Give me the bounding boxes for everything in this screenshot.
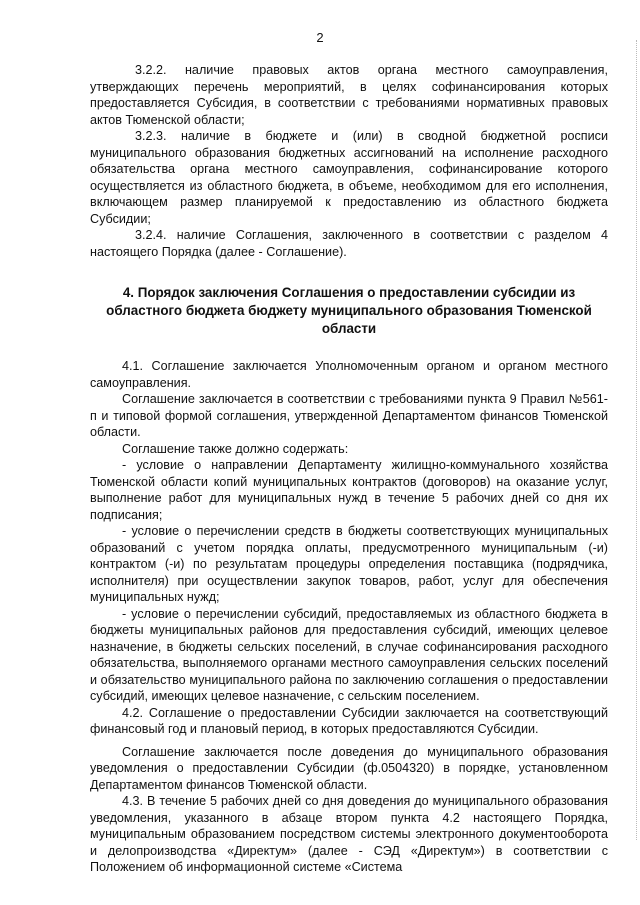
- paragraph-3-2-3: 3.2.3. наличие в бюджете и (или) в сводной бюджетной росписи муниципального образования бюджетных ассигнований на исполнение расходного обязательства органа местного самоуправления, софинансирование которого осуществляется из областного бюджета, в объеме, необходимом для его исполнения, включающем размер планируемой к предоставлению из областного бюджета Субсидии;: [90, 129, 608, 226]
- paragraph-4-3: 4.3. В течение 5 рабочих дней со дня доведения до муниципального образования уведомления, указанного в абзаце втором пункта 4.2 настоящего Порядка, муниципальным образованием посредством системы электронного документооборота и делопроизводства «Директум» (далее - СЭД «Директум») в соответствии с Положением об информационной системе «Система: [90, 794, 608, 874]
- list-item-condition-contracts: - условие о направлении Департаменту жилищно-коммунального хозяйства Тюменской области копий муниципальных контрактов (договоров) на оказание услуг, выполнение работ для муниципальных нужд в течение 5 рабочих дней со дня их подписания;: [90, 458, 608, 522]
- page-number: 2: [316, 30, 324, 45]
- paragraph-4-2: 4.2. Соглашение о предоставлении Субсидии заключается на соответствующий финансовый год и плановый период, в которых предоставляются Субсидии.: [90, 705, 608, 736]
- document-body: [90, 62, 608, 876]
- list-item-condition-transfer: - условие о перечислении средств в бюджеты соответствующих муниципальных образований с учетом порядка оплаты, предусмотренного муниципальным (-и) контрактом (-и) по результатам процедуры определения поставщика (подрядчика, исполнителя) при осуществлении закупок товаров, работ, услуг для обеспечения муниципальных нужд;: [90, 524, 608, 604]
- paragraph-agreement-contents: Соглашение также должно содержать:: [122, 441, 349, 456]
- scan-edge: [635, 40, 637, 840]
- paragraph-agreement-requirements: Соглашение заключается в соответствии с требованиями пункта 9 Правил №561-п и типовой формой соглашения, утвержденной Департаментом финансов Тюменской области.: [90, 392, 608, 439]
- section-4-heading: 4. Порядок заключения Соглашения о предоставлении субсидии из областного бюджета бюджету муниципального образования Тюменской области: [106, 285, 592, 336]
- list-item-condition-subsidies: - условие о перечислении субсидий, предоставляемых из областного бюджета в бюджеты муниципальных районов для предоставления субсидий, имеющих целевое назначение, в бюджеты сельских поселений, в случае софинансирования расходного обязательства, выполняемого органами местного самоуправления сельских поселений и обязательство муниципального района по заключению соглашения о предоставлении субсидий, имеющих целевое назначение, с сельским поселением.: [90, 606, 608, 703]
- paragraph-3-2-2: 3.2.2. наличие правовых актов органа местного самоуправления, утверждающих перечень мероприятий, в целях софинансирования которых предоставляется Субсидия, в соответствии с требованиями нормативных правовых актов Тюменской области;: [90, 63, 608, 127]
- paragraph-4-1: 4.1. Соглашение заключается Уполномоченным органом и органом местного самоуправления.: [90, 359, 608, 390]
- paragraph-4-2-notification: Соглашение заключается после доведения до муниципального образования уведомления о предоставлении Субсидии (ф.0504320) в порядке, установленном Департаментом финансов Тюменской области.: [90, 744, 608, 792]
- paragraph-3-2-4: 3.2.4. наличие Соглашения, заключенного в соответствии с разделом 4 настоящего Порядка (далее - Соглашение).: [90, 228, 608, 259]
